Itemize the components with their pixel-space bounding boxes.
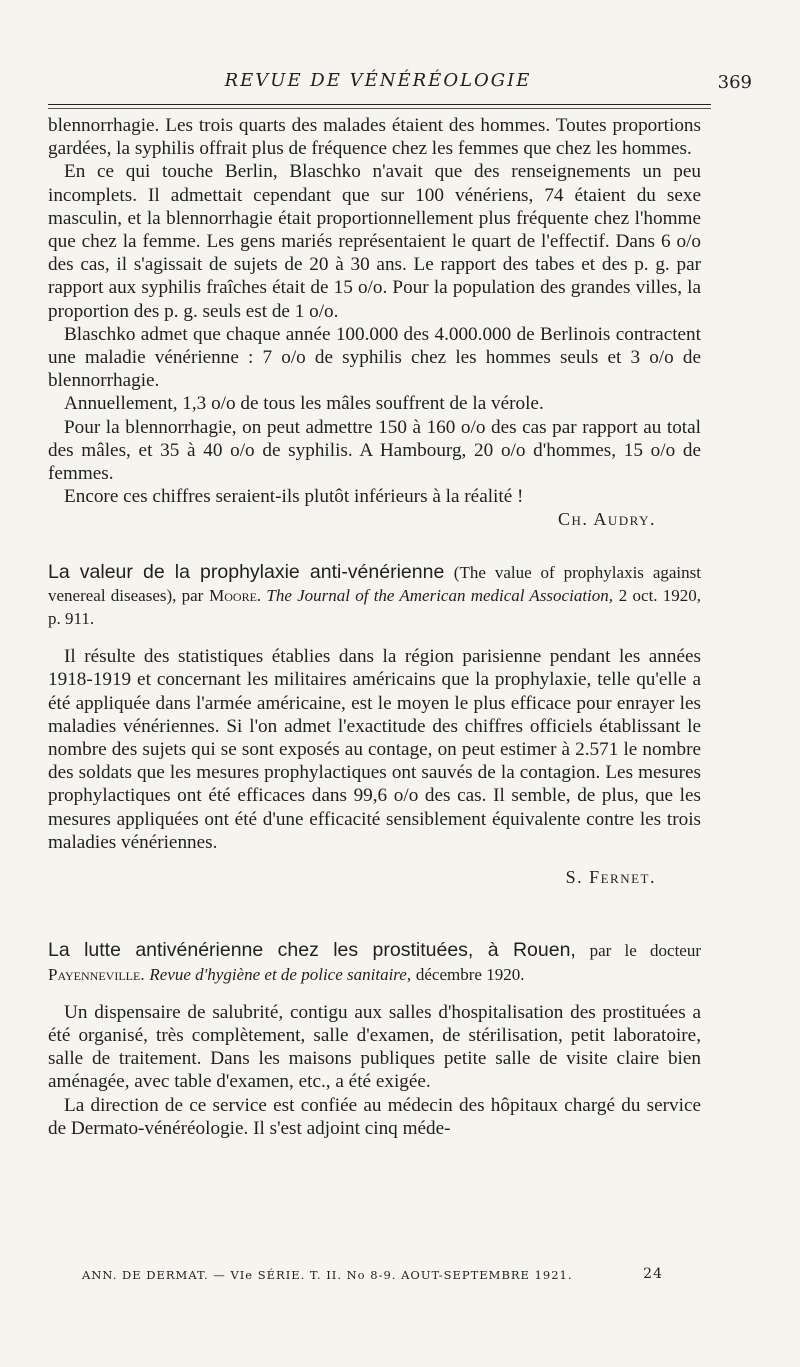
section-heading: La valeur de la prophylaxie anti-vénérienne (48, 560, 445, 583)
paragraph: En ce qui touche Berlin, Blaschko n'avait que des renseignements un peu incomplets. Il admettait cependant que sur 100 vénériens, 74 étaient du sexe masculin, et la blennorrhagie était proportionnellement plus fréquente chez l'homme que chez la femme. Les gens mariés représentaient le quart de l'effectif. Dans 6 o/o des cas, il s'agissait de sujets de 20 à 30 ans. Le rapport des tabes et des p. g. par rapport aux syphilis fraîches était de 15 o/o. Pour la population des grandes villes, la proportion des p. g. seuls est de 1 o/o. (48, 161, 701, 322)
heading-subtitle: par le docteur (589, 941, 701, 961)
article-body (48, 114, 701, 1140)
author-name: Payenneville. (48, 964, 145, 984)
paragraph: Encore ces chiffres seraient-ils plutôt inférieurs à la réalité ! (64, 486, 524, 508)
footer-citation: ANN. DE DERMAT. — VIe SÉRIE. T. II. No 8-9. AOUT-SEPTEMBRE 1921. (82, 1268, 573, 1282)
page-footer (82, 1266, 663, 1282)
page-number: 369 (717, 72, 752, 93)
paragraph: Il résulte des statistiques établies dans la région parisienne pendant les années 1918-1919 et concernant les militaires américains que la prophylaxie, telle qu'elle a été appliquée dans l'armée américaine, est le moyen le plus efficace pour enrayer les maladies vénériennes. Si l'on admet l'exactitude des chiffres officiels établissant le nombre des sujets qui se sont exposés au contage, on peut estimer à 2.571 le nombre des soldats que les mesures prophylactiques ont sauvés de la contagion. Les mesures prophylactiques ont été efficaces dans 99,6 o/o des cas. Il semble, de plus, que les mesures appliquées ont été d'une efficacité sensiblement équivalente contre les trois maladies vénériennes. (48, 646, 701, 853)
citation-details: 2 oct. 1920, p. 911. (48, 585, 702, 629)
heading-subtitle: (The value of prophylaxis against venereal diseases), par (48, 562, 701, 605)
paragraph: La direction de ce service est confiée au médecin des hôpitaux chargé du service de Dermato-vénéréologie. Il s'est adjoint cinq méde- (48, 1094, 701, 1139)
paragraph: Annuellement, 1,3 o/o de tous les mâles souffrent de la vérole. (64, 393, 544, 415)
header-rule (48, 104, 711, 105)
journal-title: The Journal of the American medical Association, (266, 585, 614, 605)
paragraph: blennorrhagie. Les trois quarts des malades étaient des hommes. Toutes proportions gardées, la syphilis offrait plus de fréquence chez les femmes que chez les hommes. (48, 115, 701, 160)
citation-details: décembre 1920. (415, 964, 525, 984)
header-rule-secondary (48, 108, 711, 109)
paragraph: Pour la blennorrhagie, on peut admettre 150 à 160 o/o des cas par rapport au total des mâles, et 35 à 40 o/o de syphilis. A Hambourg, 20 o/o d'hommes, 15 o/o de femmes. (48, 416, 701, 485)
journal-title: Revue d'hygiène et de police sanitaire, (149, 964, 412, 984)
running-header (48, 70, 752, 100)
author-name: Moore (209, 585, 257, 605)
section-heading: La lutte antivénérienne chez les prostituées, à Rouen, (48, 939, 576, 962)
paragraph: Un dispensaire de salubrité, contigu aux salles d'hospitalisation des prostituées a été organisé, très complètement, salle d'examen, de stérilisation, petit laboratoire, salle de traitement. Dans les maisons publiques petite salle de visite claire bien aménagée, avec table d'examen, etc., a été exigée. (48, 1001, 701, 1093)
paragraph: Blaschko admet que chaque année 100.000 des 4.000.000 de Berlinois contractent une maladie vénérienne : 7 o/o de syphilis chez les hommes seuls et 3 o/o de blennorrhagie. (48, 323, 701, 392)
sheet-number: 24 (643, 1266, 663, 1282)
signature-audry: Ch. Audry. (557, 509, 656, 530)
review-heading-rouen (48, 939, 701, 985)
running-title: REVUE DE VÉNÉRÉOLOGIE (224, 70, 532, 91)
signature-fernet: S. Fernet. (565, 867, 656, 888)
review-heading-prophylaxie: La valeur de la prophylaxie anti-vénérienne (The value of prophylaxis against venereal diseases), par Moore. The Journal of the American medical Association, 2 oct. 1920, p. 911. (48, 560, 702, 629)
